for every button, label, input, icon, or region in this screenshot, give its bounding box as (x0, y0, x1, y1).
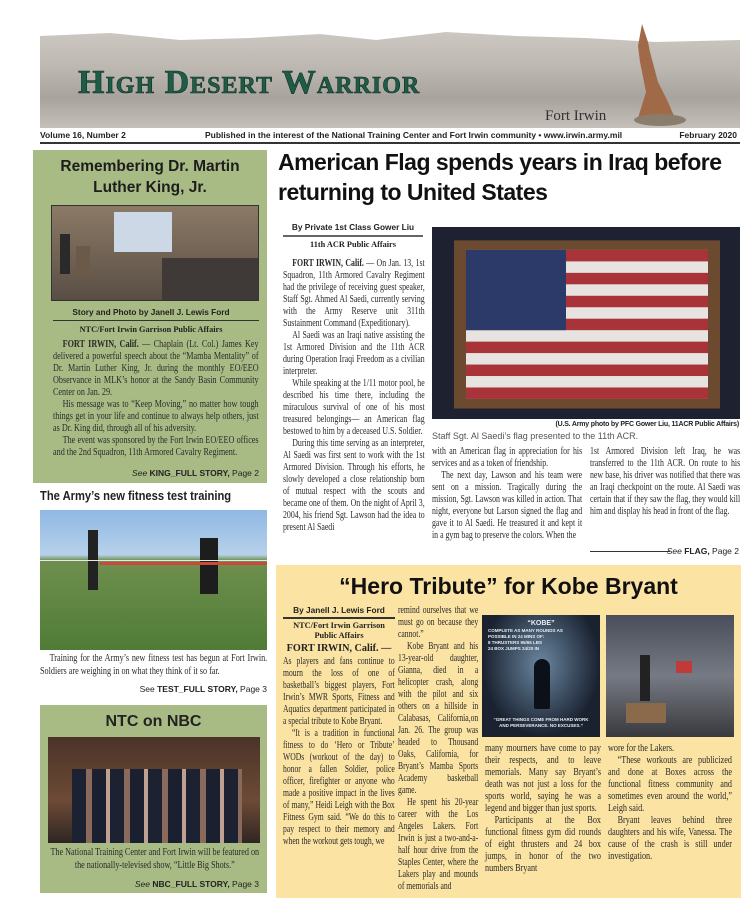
mlk-article-body: FORT IRWIN, Calif. — Chaplain (Lt. Col.) James Key delivered a powerful speech about the “Mamba Mentality” of Dr. Martin Luther King, Jr. during the monthly EO/EEO Observance in MLK’s honor at the Sandy Basin Community Center on Jan. 29. His message was to “Keep Moving,” no matter how tough things get in your life and continue to always help others, just as Dr. King did, through all of his adversity. The event was sponsored by the Fort Irwin EO/EEO offices and the 2nd Squadron, 11th Armored Cavalry Regiment. (53, 339, 259, 458)
mlk-affiliation: NTC/Fort Irwin Garrison Public Affairs (79, 325, 223, 334)
flag-article-col1: FORT IRWIN, Calif. — On Jan. 13, 1st Squadron, 11th Armored Cavalry Regiment had the privilege of receiving guest speaker, Staff Sgt. Ahmed Al Saedi, currently serving with the Army Reserve unit 311th Sustainment Command (Expeditionary). Al Saedi was an Iraqi native assisting the 1st Armored Division and the 11th ACR during Operation Iraqi Freedom as a civilian interpreter. While speaking at the 1/11 motor pool, he described his time there, including the miraculous survival of one of his most treasured belongings— an American flag bestowed to him by a deceased U.S. Soldier. During this time serving as an interpreter, Al Saedi was first sent to work with the 1st Armored Division. Through his efforts, he slowly developed a close relationship born of mutual respect with the scouts and became one of them. On the night of April 3, 2004, his friend Sgt. Lawson had the idea to present Al Saedi (283, 258, 425, 533)
kobe-headline: “Hero Tribute” for Kobe Bryant (339, 573, 678, 599)
fitness-caption: Training for the Army’s new fitness test has begun at Fort Irwin. Soldiers are weighing in on what they think of it so far. (40, 653, 268, 677)
flag-byline: By Private 1st Class Gower Liu (291, 222, 415, 232)
tagline: Published in the interest of the National Training Center and Fort Irwin community • www.irwin.army.mil (205, 130, 623, 140)
fitness-test-photo (40, 510, 267, 650)
kobe-byline: By Janell J. Lewis Ford (293, 605, 385, 615)
mlk-byline-rule (53, 320, 259, 321)
nbc-story-box (40, 705, 267, 893)
nbc-caption: The National Training Center and Fort Irwin will be featured on the nationally-televised show, “Little Big Shots.” (50, 847, 260, 871)
kobe-article-col2: remind ourselves that we must go on because they cannot.” Kobe Bryant and his 13-year-old daughter, Gianna, died in a helicopter crash, along with the pilot and six others on a hillside in Calabasas, California,on Jan. 26. The group was headed to Thousand Oaks, California, for Bryant’s Mamba Sports Academy basketball game. He spent his 20-year career with the Los Angeles Lakers. Fort Irwin is just a two-and-a-half hour drive from the Staples Center, where the Lakers play and mounds of memorials and (398, 605, 479, 892)
kobe-article-col4: wore for the Lakers. “These workouts are publicized and done at Boxes across the functional fitness community and sometimes even around the world,” Leigh said. Bryant leaves behind three daughters and his wife, Vanessa. The cause of the crash is still under investigation. (608, 743, 732, 862)
poster-silhouette (534, 659, 550, 709)
flag-article-col3: 1st Armored Division left Iraq, he was transferred to the 11th ACR. On route to his new base, his driver was notified that there was an Iraqi checkpoint on the route. Al Saedi was certain that if they saw the flag, they would kill him and display his head in front of the flag. (590, 446, 741, 517)
kobe-tribute-poster: “KOBE” COMPLETE AS MANY ROUNDS AS POSSIBLE IN 24 MINS OF: 8 THRUSTERS 95/65 LBS 24 BOX JUMPS 24/20 IN “GREAT THINGS COME FROM HARD WORK AND PERSEVERANCE. NO EXCUSES.” (482, 615, 600, 737)
fitness-continued-link[interactable]: See TEST_FULL STORY, Page 3 (139, 684, 267, 694)
issue-date: February 2020 (679, 130, 737, 140)
american-flag-image (466, 250, 708, 399)
mlk-headline: Remembering Dr. Martin Luther King, Jr. (60, 158, 240, 196)
kobe-story-box (276, 565, 741, 898)
flag-photo (432, 227, 740, 419)
flag-headline: American Flag spends years in Iraq before returning to United States (278, 149, 722, 205)
kobe-article-col1: As players and fans continue to mourn the loss of one of basketball’s biggest players, Fort Irwin’s MWR Sports, Fitness and Aquatics department participated in a special tribute to Kobe Bryant. “It is a tradition in functional fitness to do ‘Hero or Tribute’ WODs (workout of the day) to honor a fallen Soldier, police officer, firefighter or anyone who made a positive impact in the lives of many,” Heidi Leigh with the Box Fitness Gym said. “We do this to pay respect to their memory and when the workout gets tough, we (283, 656, 395, 847)
flag-continued-rule (590, 551, 670, 552)
volume-number: Volume 16, Number 2 (40, 130, 126, 140)
fitness-headline: The Army’s new fitness test training (40, 488, 232, 503)
poster-workout-lines: COMPLETE AS MANY ROUNDS AS POSSIBLE IN 24 MINS OF: 8 THRUSTERS 95/65 LBS 24 BOX JUMPS 24/20 IN (488, 628, 563, 651)
newspaper-title: High Desert Warrior (78, 64, 421, 101)
kobe-byline-rule (283, 617, 395, 619)
nbc-group-photo (48, 737, 260, 843)
flag-article-col2: with an American flag in appreciation for his services and as a token of friendship. The next day, Lawson and his team were sent on a mission. Tragically during the mission, Sgt. Lawson was killed in action. That night, everyone but Larson signed the flag and gave it to Al Saedi. He treasured it and kept it in a gym bag to preserve the colors. When the (432, 446, 583, 541)
mlk-continued-link[interactable]: See KING_FULL STORY, Page 2 (132, 468, 259, 478)
masthead-rule (40, 142, 740, 144)
kobe-affiliation: NTC/Fort Irwin Garrison Public Affairs (293, 621, 385, 640)
flag-photo-caption: Staff Sgt. Al Saedi’s flag presented to the 11th ACR. (432, 431, 639, 441)
nbc-continued-link[interactable]: See NBC_FULL STORY, Page 3 (134, 879, 259, 889)
kobe-dateline: FORT IRWIN, Calif. — (286, 643, 392, 654)
newspaper-subtitle: Fort Irwin (545, 108, 607, 124)
mlk-event-photo (51, 205, 259, 301)
flag-affiliation: 11th ACR Public Affairs (310, 240, 396, 249)
mlk-byline: Story and Photo by Janell J. Lewis Ford (72, 307, 230, 317)
coyote-statue-image (628, 22, 688, 126)
nbc-headline: NTC on NBC (105, 713, 202, 730)
kobe-article-col3: many mourners have come to pay their respects, and to leave memorials. Many say Bryant’s death was not just a loss for the sports world, saying he was a legend and bigger than just sports. Participants at the Box functional fitness gym did rounds of eight thrusters and 24 box jumps, in honor of the two numbers Bryant (485, 743, 601, 874)
flag-photo-credit: (U.S. Army photo by PFC Gower Liu, 11ACR Public Affairs) (555, 421, 739, 428)
mlk-story-box (33, 150, 267, 483)
flag-byline-rule (283, 235, 423, 237)
kobe-workout-photo (606, 615, 734, 737)
flag-continued-link[interactable]: See FLAG, Page 2 (666, 546, 739, 556)
